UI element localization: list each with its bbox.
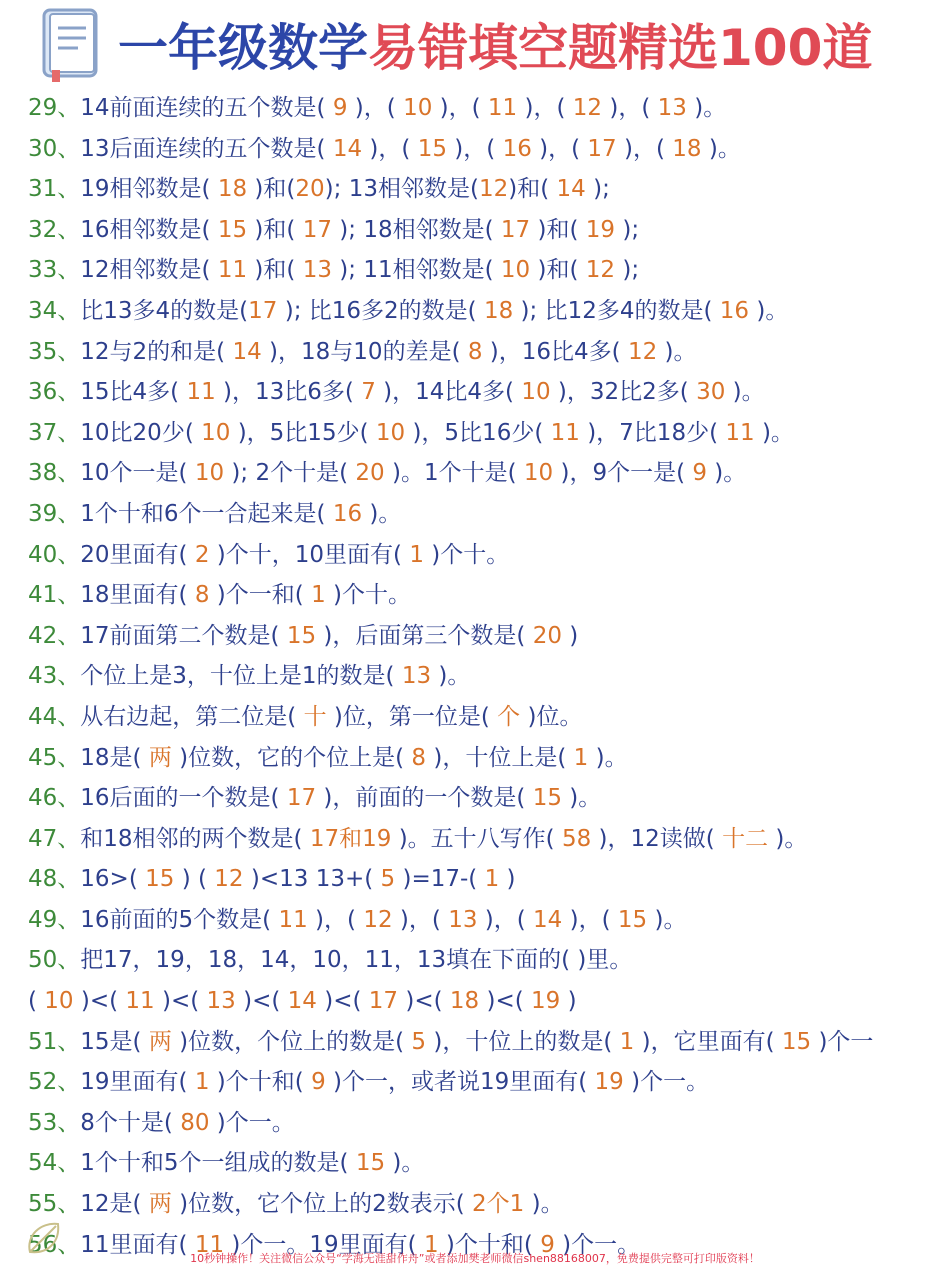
answer-value: 9: [540, 1231, 555, 1258]
question-text: )<(: [398, 988, 450, 1015]
question-text: )，(: [392, 906, 449, 933]
question-text: )，(: [307, 906, 364, 933]
question-text: )。: [707, 460, 747, 487]
question-list: [28, 88, 950, 1265]
question-text: )，(: [562, 906, 618, 933]
question-text: )个十和(: [438, 1231, 541, 1258]
question-line: [28, 1103, 950, 1144]
answer-value: 1: [194, 1069, 210, 1096]
question-text: )，13比6多(: [215, 379, 362, 406]
question-text: )，(: [531, 135, 588, 162]
question-line: [28, 981, 950, 1022]
question-number: 38、: [28, 460, 81, 487]
question-text: )，(: [432, 95, 488, 121]
question-text: 16后面的一个数是(: [80, 785, 287, 812]
answer-value: 1: [573, 744, 589, 771]
question-line: [28, 940, 950, 981]
question-text: ); 18相邻数是(: [331, 216, 501, 243]
question-text: )个一。: [554, 1231, 641, 1258]
answer-value: 11: [550, 419, 580, 446]
question-text: 12相邻数是(: [80, 257, 218, 284]
page-title: [118, 8, 872, 80]
question-text: )，14比4多(: [375, 379, 522, 406]
question-line: [28, 291, 950, 332]
answer-value: 30: [696, 379, 726, 406]
answer-value: 17: [286, 785, 317, 812]
question-text: )个一。: [209, 1109, 295, 1136]
answer-value: 10: [44, 988, 74, 1015]
answer-value: 12: [585, 257, 616, 284]
question-text: )和(: [530, 216, 586, 243]
question-line: [28, 535, 950, 576]
question-text: 16前面的5个数是(: [80, 906, 279, 933]
question-text: );: [615, 257, 640, 284]
question-line: [28, 372, 950, 413]
answer-value: 15: [355, 1150, 386, 1177]
answer-value: 11: [217, 257, 248, 284]
answer-value: 12: [478, 176, 509, 203]
question-number: 40、: [28, 541, 81, 568]
answer-value: 9: [332, 95, 348, 121]
question-text: )，(: [602, 95, 658, 121]
answer-value: 18: [217, 176, 248, 203]
question-text: )，(: [347, 95, 404, 121]
question-line: [28, 616, 950, 657]
question-text: 把17，19，18，14，10，11，13填在下面的( )里。: [80, 947, 633, 974]
question-line: [28, 88, 950, 129]
title-part-blue: 一年级数学: [118, 19, 368, 77]
question-number: 36、: [28, 379, 81, 406]
question-number: 44、: [28, 703, 81, 730]
question-number: 47、: [28, 825, 81, 852]
question-line: [28, 697, 950, 738]
question-text: 15比4多(: [80, 379, 187, 406]
answer-value: 17: [248, 297, 278, 324]
question-line: [28, 453, 950, 494]
question-text: )。: [768, 825, 808, 852]
answer-value: 十: [303, 703, 327, 730]
question-text: )，十位上是(: [426, 744, 574, 771]
question-line: [28, 494, 950, 535]
answer-value: 10: [521, 379, 551, 406]
answer-value: 12: [572, 95, 603, 121]
answer-value: 10: [194, 460, 225, 487]
question-text: 10比20少(: [80, 419, 202, 446]
question-line: [28, 169, 950, 210]
answer-value: 15: [145, 866, 175, 893]
question-text: );: [615, 216, 640, 243]
question-text: 11里面有(: [80, 1231, 195, 1258]
answer-value: 11: [125, 988, 155, 1015]
question-text: 15是(: [80, 1028, 149, 1055]
question-line: [28, 778, 950, 819]
question-text: )，16比4多(: [482, 338, 628, 365]
answer-value: 13: [401, 663, 432, 690]
question-text: ): [560, 988, 577, 1015]
answer-value: 11: [186, 379, 216, 406]
answer-value: 13: [302, 257, 332, 284]
question-text: ); 13相邻数是(: [324, 176, 479, 203]
question-text: )位数，它的个位上是(: [171, 744, 412, 771]
answer-value: 19: [594, 1069, 624, 1096]
answer-value: 17: [302, 216, 332, 243]
question-text: 18里面有(: [80, 582, 195, 609]
question-text: 个位上是3，十位上是1的数是(: [80, 663, 402, 690]
question-number: 52、: [28, 1069, 81, 1096]
question-text: 10个一是(: [80, 460, 195, 487]
question-text: )=17-(: [395, 866, 485, 893]
question-line: [28, 413, 950, 454]
question-text: (: [28, 988, 45, 1015]
question-line: [28, 1062, 950, 1103]
answer-value: 20: [295, 176, 325, 203]
answer-value: 15: [617, 906, 648, 933]
answer-value: 17: [500, 216, 531, 243]
question-text: )，它里面有(: [634, 1028, 782, 1055]
question-text: )个十。: [325, 582, 411, 609]
question-text: )。: [725, 379, 765, 406]
question-line: [28, 656, 950, 697]
question-line: [28, 1143, 950, 1184]
question-text: 8个十是(: [80, 1109, 181, 1136]
question-text: 12是(: [80, 1191, 149, 1218]
answer-value: 15: [532, 785, 562, 812]
question-text: )。: [431, 663, 471, 690]
question-text: )，18与10的差是(: [261, 338, 468, 365]
answer-value: 9: [311, 1069, 326, 1096]
answer-value: 16: [332, 500, 363, 527]
question-text: )个十，10里面有(: [209, 541, 410, 568]
question-text: )位。: [520, 703, 583, 730]
answer-value: 11: [487, 95, 518, 121]
question-text: )，前面的一个数是(: [316, 785, 533, 812]
question-text: 19里面有(: [80, 1069, 195, 1096]
question-text: )个一: [811, 1028, 874, 1055]
question-text: ); 2个十是(: [224, 460, 356, 487]
question-text: 14前面连续的五个数是(: [80, 95, 333, 121]
question-number: 45、: [28, 744, 81, 771]
question-text: )个一，或者说19里面有(: [325, 1069, 595, 1096]
question-number: 32、: [28, 216, 81, 243]
question-text: );: [585, 176, 610, 203]
question-number: 41、: [28, 582, 81, 609]
question-line: [28, 738, 950, 779]
question-number: 34、: [28, 297, 81, 324]
question-number: 54、: [28, 1150, 81, 1177]
question-text: 17前面第二个数是(: [80, 622, 287, 649]
question-text: )。: [588, 744, 628, 771]
answer-value: 13: [206, 988, 236, 1015]
answer-value: 8: [411, 744, 427, 771]
answer-value: 14: [232, 338, 262, 365]
answer-value: 2个1: [472, 1191, 525, 1218]
answer-value: 两: [148, 744, 172, 771]
question-number: 46、: [28, 785, 81, 812]
question-text: ); 比16多2的数是(: [277, 297, 484, 324]
question-number: 51、: [28, 1028, 81, 1055]
question-text: )，7比18少(: [579, 419, 726, 446]
question-text: 16相邻数是(: [80, 216, 218, 243]
question-text: )。五十八写作(: [391, 825, 562, 852]
question-text: )个一和(: [209, 582, 312, 609]
answer-value: 1: [409, 541, 424, 568]
question-text: )和(: [247, 176, 296, 203]
answer-value: 15: [286, 622, 317, 649]
question-text: )，(: [616, 135, 673, 162]
question-text: )，32比2多(: [550, 379, 697, 406]
answer-value: 7: [361, 379, 376, 406]
answer-value: 15: [781, 1028, 812, 1055]
question-number: 49、: [28, 906, 81, 933]
answer-value: 15: [417, 135, 447, 162]
answer-value: 18: [449, 988, 480, 1015]
question-line: [28, 129, 950, 170]
question-text: 和18相邻的两个数是(: [80, 825, 310, 852]
question-text: )。: [561, 785, 602, 812]
answer-value: 十二: [722, 825, 769, 852]
question-text: )。: [524, 1191, 564, 1218]
answer-value: 16: [719, 297, 750, 324]
answer-value: 19: [585, 216, 616, 243]
question-text: )<(: [73, 988, 126, 1015]
question-text: )，十位上的数是(: [426, 1028, 620, 1055]
question-line: [28, 1022, 950, 1063]
question-number: 39、: [28, 500, 81, 527]
answer-value: 9: [692, 460, 707, 487]
answer-value: 17: [368, 988, 399, 1015]
answer-value: 1: [619, 1028, 635, 1055]
question-text: 18是(: [80, 744, 149, 771]
answer-value: 8: [194, 582, 210, 609]
question-line: [28, 819, 950, 860]
question-text: )个一。: [623, 1069, 710, 1096]
answer-value: 2: [194, 541, 210, 568]
answer-value: 1: [484, 866, 500, 893]
question-text: 从右边起，第二位是(: [80, 703, 304, 730]
question-text: ): [499, 866, 516, 893]
question-text: )，(: [517, 95, 573, 121]
question-text: )和(: [247, 216, 303, 243]
answer-value: 12: [214, 866, 244, 893]
title-part-red: 易错填空题精选100道: [368, 19, 873, 77]
answer-value: 5: [411, 1028, 427, 1055]
answer-value: 20: [532, 622, 562, 649]
question-number: 42、: [28, 622, 81, 649]
question-text: )<(: [479, 988, 532, 1015]
question-text: )和(: [508, 176, 557, 203]
question-text: )，后面第三个数是(: [316, 622, 533, 649]
answer-value: 19: [531, 988, 561, 1015]
question-text: )，(: [362, 135, 418, 162]
question-line: [28, 859, 950, 900]
question-text: )。1个十是(: [384, 460, 524, 487]
question-number: 33、: [28, 257, 81, 284]
question-text: 1个十和6个一合起来是(: [80, 500, 333, 527]
answer-value: 1: [311, 582, 326, 609]
answer-value: 10: [500, 257, 531, 284]
answer-value: 17和19: [309, 825, 392, 852]
answer-value: 14: [332, 135, 363, 162]
question-text: ); 11相邻数是(: [331, 257, 501, 284]
answer-value: 个: [497, 703, 521, 730]
answer-value: 10: [523, 460, 554, 487]
question-text: )，(: [446, 135, 503, 162]
question-line: [28, 900, 950, 941]
question-text: )。: [749, 297, 789, 324]
question-number: 35、: [28, 338, 81, 365]
answer-value: 10: [403, 95, 433, 121]
question-number: 29、: [28, 95, 81, 121]
answer-value: 15: [217, 216, 248, 243]
question-text: )位数，它个位上的2数表示(: [171, 1191, 473, 1218]
answer-value: 1: [423, 1231, 439, 1258]
answer-value: 58: [561, 825, 592, 852]
question-text: )和(: [247, 257, 303, 284]
answer-value: 11: [278, 906, 308, 933]
book-icon: [38, 4, 104, 84]
answer-value: 10: [375, 419, 406, 446]
question-line: [28, 1184, 950, 1225]
answer-value: 11: [725, 419, 755, 446]
answer-value: 14: [556, 176, 586, 203]
question-line: [28, 575, 950, 616]
answer-value: 80: [180, 1109, 210, 1136]
answer-value: 18: [483, 297, 514, 324]
question-text: 1个十和5个一组成的数是(: [80, 1150, 356, 1177]
question-text: 12与2的和是(: [80, 338, 233, 365]
question-text: )，5比15少(: [230, 419, 376, 446]
question-line: [28, 250, 950, 291]
question-number: 31、: [28, 176, 81, 203]
answer-value: 两: [148, 1191, 172, 1218]
question-text: )<(: [235, 988, 288, 1015]
answer-value: 14: [533, 906, 563, 933]
question-number: 56、: [28, 1231, 81, 1258]
question-text: )个十和(: [209, 1069, 312, 1096]
question-text: )。: [647, 906, 687, 933]
answer-value: 12: [363, 906, 393, 933]
question-text: )和(: [530, 257, 586, 284]
question-line: [28, 332, 950, 373]
question-text: )。: [754, 419, 794, 446]
question-text: 13后面连续的五个数是(: [80, 135, 333, 162]
question-text: )。: [362, 500, 402, 527]
answer-value: 8: [467, 338, 483, 365]
footer-note: 10秒钟操作！关注微信公众号“学海无涯甜作舟”或者添加樊老师微信shen88168007，免费提供完整可打印版资料！: [190, 1252, 760, 1265]
answer-value: 13: [657, 95, 687, 121]
question-text: 16>(: [80, 866, 146, 893]
question-line: [28, 210, 950, 251]
question-text: 19相邻数是(: [80, 176, 218, 203]
question-number: 37、: [28, 419, 81, 446]
question-text: )，5比16少(: [405, 419, 551, 446]
question-text: 20里面有(: [80, 541, 195, 568]
answer-value: 5: [380, 866, 396, 893]
question-number: 30、: [28, 135, 81, 162]
answer-value: 11: [194, 1231, 225, 1258]
question-number: 53、: [28, 1109, 81, 1136]
answer-value: 10: [201, 419, 231, 446]
question-text: )。: [701, 135, 741, 162]
question-text: ); 比12多4的数是(: [513, 297, 720, 324]
question-text: )。: [385, 1150, 425, 1177]
question-text: )个十。: [423, 541, 510, 568]
question-text: )。: [657, 338, 697, 365]
question-text: ): [561, 622, 579, 649]
header: [0, 0, 950, 88]
question-number: 43、: [28, 663, 81, 690]
answer-value: 两: [148, 1028, 172, 1055]
question-text: )<(: [316, 988, 369, 1015]
answer-value: 16: [502, 135, 532, 162]
answer-value: 17: [587, 135, 617, 162]
question-text: ) (: [174, 866, 215, 893]
question-text: )，9个一是(: [553, 460, 693, 487]
answer-value: 18: [672, 135, 702, 162]
question-text: )<13 13+(: [243, 866, 381, 893]
answer-value: 12: [627, 338, 658, 365]
question-text: )<(: [154, 988, 207, 1015]
question-number: 50、: [28, 947, 81, 974]
question-text: )，12读做(: [591, 825, 723, 852]
question-text: )，(: [477, 906, 534, 933]
answer-value: 20: [355, 460, 385, 487]
answer-value: 14: [287, 988, 317, 1015]
answer-value: 13: [448, 906, 478, 933]
question-number: 48、: [28, 866, 81, 893]
question-text: )个一。19里面有(: [224, 1231, 424, 1258]
question-number: 55、: [28, 1191, 81, 1218]
question-text: )。: [686, 95, 727, 121]
question-text: )位，第一位是(: [326, 703, 498, 730]
question-text: 比13多4的数是(: [80, 297, 249, 324]
question-text: )位数，个位上的数是(: [171, 1028, 412, 1055]
